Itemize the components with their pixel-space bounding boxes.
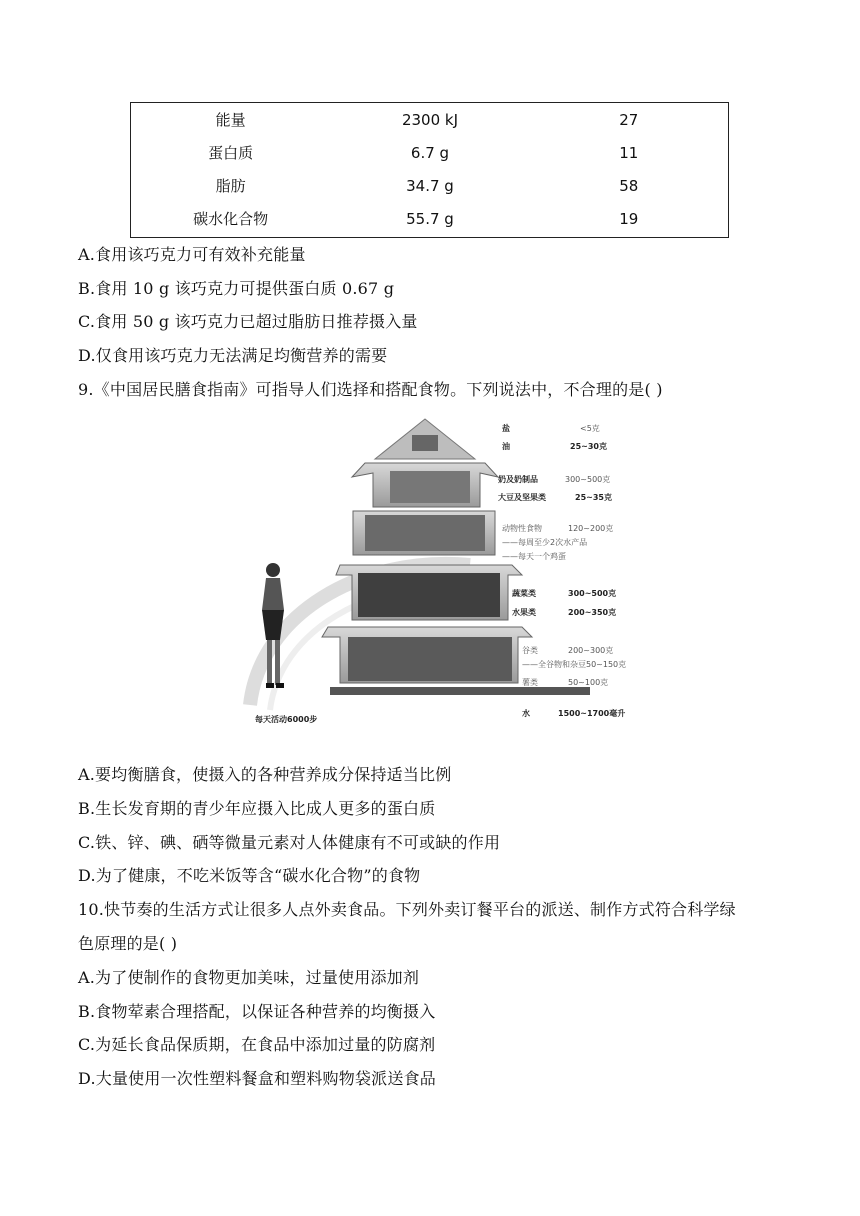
table-row (131, 136, 728, 169)
label-soy: 大豆及坚果类 (498, 493, 546, 502)
table-row (131, 202, 728, 235)
table-cell-item: 能量 (215, 111, 246, 129)
q9-option-a: A.要均衡膳食，使摄入的各种营养成分保持适当比例 (78, 765, 452, 784)
table-cell-item: 蛋白质 (208, 144, 254, 162)
table-cell-item: 脂肪 (215, 177, 246, 195)
q8-option-c: C.食用 50 g 该巧克力已超过脂肪日推荐摄入量 (78, 312, 418, 331)
label-salt: 盐 (502, 424, 510, 433)
q10-stem-line1: 10.快节奏的生活方式让很多人点外卖食品。下列外卖订餐平台的派送、制作方式符合科学绿 (78, 900, 736, 919)
label-vegetables-amount: 300~500克 (568, 589, 617, 598)
label-animal-amount: 120~200克 (568, 524, 614, 533)
label-grain: 谷类 (522, 646, 538, 655)
label-dairy: 奶及奶制品 (498, 475, 538, 484)
q8-option-b: B.食用 10 g 该巧克力可提供蛋白质 0.67 g (78, 279, 395, 298)
q8-option-d: D.仅食用该巧克力无法满足均衡营养的需要 (78, 346, 388, 365)
table-cell-nrv: 11 (619, 143, 639, 162)
label-egg: ——每天一个鸡蛋 (502, 552, 566, 561)
food-pyramid-figure (240, 415, 640, 725)
nutrition-table (130, 102, 729, 238)
q10-option-d: D.大量使用一次性塑料餐盒和塑料购物袋派送食品 (78, 1069, 436, 1088)
label-grain-amount: 200~300克 (568, 646, 614, 655)
table-cell-amount: 34.7 g (406, 176, 454, 195)
q10-option-c: C.为延长食品保质期，在食品中添加过量的防腐剂 (78, 1035, 436, 1054)
q9-option-d: D.为了健康，不吃米饭等含“碳水化合物”的食物 (78, 866, 421, 885)
label-fruit-amount: 200~350克 (568, 608, 617, 617)
label-dairy-amount: 300~500克 (565, 475, 611, 484)
label-aquatic: ——每周至少2次水产品 (502, 538, 588, 547)
label-animal: 动物性食物 (502, 524, 542, 533)
table-cell-item: 碳水化合物 (193, 210, 269, 228)
q9-stem: 9.《中国居民膳食指南》可指导人们选择和搭配食物。下列说法中，不合理的是( ) (78, 380, 663, 399)
q9-option-c: C.铁、锌、碘、硒等微量元素对人体健康有不可或缺的作用 (78, 833, 501, 852)
label-water: 水 (522, 709, 530, 718)
label-whole-grain: ——全谷物和杂豆50~150克 (522, 660, 627, 669)
label-tuber: 薯类 (522, 678, 538, 687)
label-activity: 每天活动6000步 (255, 715, 318, 724)
table-cell-nrv: 19 (619, 209, 639, 228)
label-soy-amount: 25~35克 (575, 493, 612, 502)
label-fruit: 水果类 (512, 608, 536, 617)
q10-option-a: A.为了使制作的食物更加美味，过量使用添加剂 (78, 968, 420, 987)
table-row (131, 103, 728, 136)
q9-option-b: B.生长发育期的青少年应摄入比成人更多的蛋白质 (78, 799, 436, 818)
table-cell-amount: 6.7 g (410, 143, 450, 162)
label-oil: 油 (502, 442, 510, 451)
table-cell-nrv: 27 (619, 110, 639, 129)
q8-option-a: A.食用该巧克力可有效补充能量 (78, 245, 306, 264)
label-vegetables: 蔬菜类 (512, 589, 536, 598)
q10-stem-line2: 色原理的是( ) (78, 934, 178, 953)
table-row (131, 169, 728, 202)
label-salt-amount: <5克 (580, 424, 600, 433)
table-cell-amount: 55.7 g (406, 209, 454, 228)
q10-option-b: B.食物荤素合理搭配，以保证各种营养的均衡摄入 (78, 1002, 436, 1021)
label-oil-amount: 25~30克 (570, 442, 607, 451)
label-water-amount: 1500~1700毫升 (558, 709, 626, 718)
table-cell-amount: 2300 kJ (401, 110, 459, 129)
table-cell-nrv: 58 (619, 176, 639, 195)
label-tuber-amount: 50~100克 (568, 678, 609, 687)
